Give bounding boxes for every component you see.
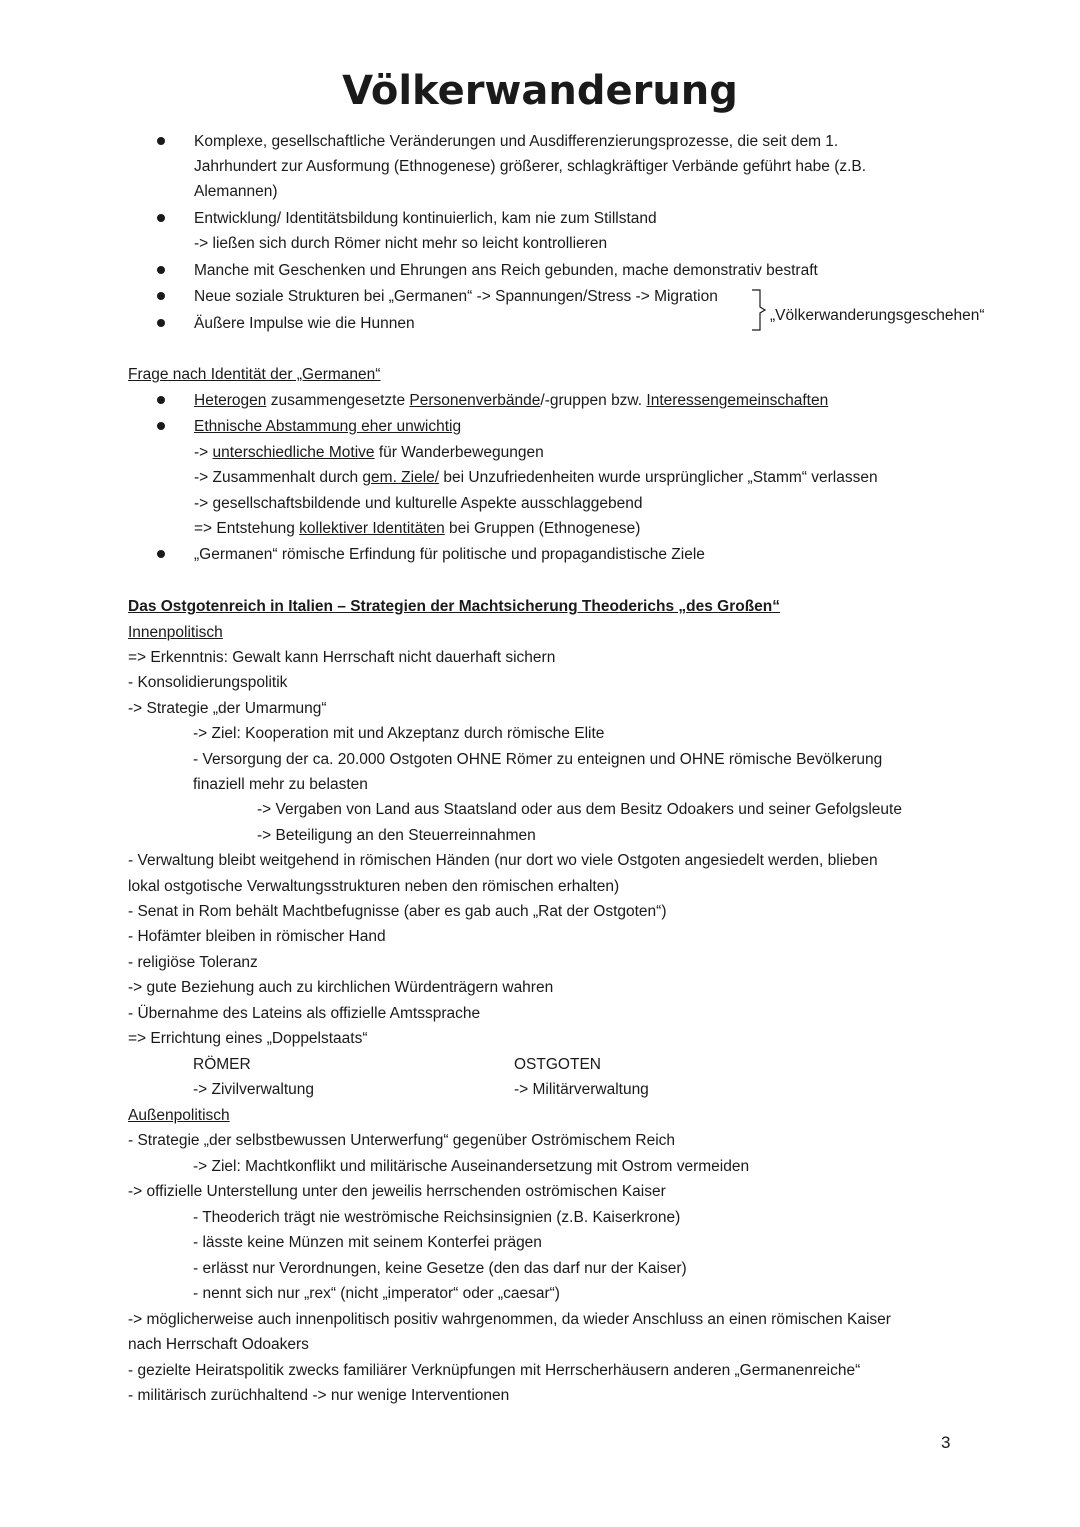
doppelstaat-col1-head: RÖMER [193, 1056, 251, 1073]
text-line: Manche mit Geschenken und Ehrungen ans Reich gebunden, mache demonstrativ bestraft [194, 262, 818, 279]
subsection-heading: Innenpolitisch [128, 624, 223, 641]
text-line: - Hofämter bleiben in römischer Hand [128, 928, 386, 945]
text-line: „Germanen“ römische Erfindung für politische und propagandistische Ziele [194, 546, 705, 563]
page-number: 3 [941, 1433, 951, 1452]
text-line: -> möglicherweise auch innenpolitisch positiv wahrgenommen, da wieder Anschluss an einen römischen Kaiser [128, 1311, 891, 1328]
text-line: -> Ziel: Machtkonflikt und militärische Auseinandersetzung mit Ostrom vermeiden [193, 1158, 750, 1175]
bullet-dot [157, 550, 165, 558]
text-line: - gezielte Heiratspolitik zwecks familiärer Verknüpfungen mit Herrscherhäusern anderen „Germanenreiche“ [128, 1362, 861, 1379]
bullet-dot [157, 292, 165, 300]
text-line: Komplexe, gesellschaftliche Veränderungen und Ausdifferenzierungsprozesse, die seit dem 1. [194, 133, 839, 150]
bullet-dot [157, 396, 165, 404]
text-line: => Entstehung kollektiver Identitäten bei Gruppen (Ethnogenese) [194, 520, 641, 537]
text-line: -> offizielle Unterstellung unter den jeweilis herrschenden oströmischen Kaiser [128, 1183, 666, 1200]
bullet-dot [157, 214, 165, 222]
text-line: -> Zusammenhalt durch gem. Ziele/ bei Unzufriedenheiten wurde ursprünglicher „Stamm“ verlassen [194, 469, 878, 486]
bullet-dot [157, 319, 165, 327]
text-line: Entwicklung/ Identitätsbildung kontinuierlich, kam nie zum Stillstand [194, 210, 657, 227]
text-line: lokal ostgotische Verwaltungsstrukturen neben den römischen erhalten) [128, 878, 620, 895]
text-line: finaziell mehr zu belasten [193, 776, 368, 793]
text-line: - Senat in Rom behält Machtbefugnisse (aber es gab auch „Rat der Ostgoten“) [128, 903, 667, 920]
text-line: Neue soziale Strukturen bei „Germanen“ -> Spannungen/Stress -> Migration [194, 288, 718, 305]
text-line: - militärisch zurüchhaltend -> nur wenige Interventionen [128, 1387, 510, 1404]
doppelstaat-col1-val: -> Zivilverwaltung [193, 1081, 315, 1098]
text-line: - Verwaltung bleibt weitgehend in römischen Händen (nur dort wo viele Ostgoten angesiedelt werden, blieben [128, 852, 878, 869]
doppelstaat-col2-val: -> Militärverwaltung [514, 1081, 649, 1098]
section-heading: Frage nach Identität der „Germanen“ [128, 366, 381, 383]
text-line: - lässte keine Münzen mit seinem Konterfei prägen [193, 1234, 542, 1251]
bullet-dot [157, 137, 165, 145]
text-line: - Konsolidierungspolitik [128, 674, 288, 691]
text-line: Alemannen) [194, 183, 278, 200]
text-line: - Strategie „der selbstbewussen Unterwerfung“ gegenüber Oströmischem Reich [128, 1132, 676, 1149]
bullet-dot [157, 422, 165, 430]
text-line: Jahrhundert zur Ausformung (Ethnogenese) größerer, schlagkräftiger Verbände geführt habe (z.B. [194, 158, 867, 175]
text-line: - Versorgung der ca. 20.000 Ostgoten OHNE Römer zu enteignen und OHNE römische Bevölkerung [193, 751, 883, 768]
doppelstaat-col2-head: OSTGOTEN [514, 1056, 601, 1073]
text-line: -> Beteiligung an den Steuerreinnahmen [257, 827, 536, 844]
text-line: -> Vergaben von Land aus Staatsland oder aus dem Besitz Odoakers und seiner Gefolgsleute [257, 801, 902, 818]
text-line: -> gesellschaftsbildende und kulturelle Aspekte ausschlaggebend [194, 495, 643, 512]
text-line: nach Herrschaft Odoakers [128, 1336, 309, 1353]
text-line: Heterogen zusammengesetzte Personenverbände/-gruppen bzw. Interessengemeinschaften [194, 392, 829, 409]
text-line: - erlässt nur Verordnungen, keine Gesetze (den das darf nur der Kaiser) [193, 1260, 687, 1277]
subsection-heading: Außenpolitisch [128, 1107, 230, 1124]
text-line: -> Ziel: Kooperation mit und Akzeptanz durch römische Elite [193, 725, 605, 742]
text-line: -> ließen sich durch Römer nicht mehr so leicht kontrollieren [194, 235, 608, 252]
curly-brace-icon [751, 289, 767, 331]
text-line: - Übernahme des Lateins als offizielle Amtssprache [128, 1005, 481, 1022]
text-line: - religiöse Toleranz [128, 954, 258, 971]
brace-label: „Völkerwanderungsgeschehen“ [770, 307, 985, 324]
text-line: -> unterschiedliche Motive für Wanderbewegungen [194, 444, 544, 461]
section-heading: Das Ostgotenreich in Italien – Strategien der Machtsicherung Theoderichs „des Großen“ [128, 598, 781, 615]
text-line: => Erkenntnis: Gewalt kann Herrschaft nicht dauerhaft sichern [128, 649, 556, 666]
text-line: - Theoderich trägt nie weströmische Reichsinsignien (z.B. Kaiserkrone) [193, 1209, 681, 1226]
bullet-dot [157, 266, 165, 274]
text-line: - nennt sich nur „rex“ (nicht „imperator“ oder „caesar“) [193, 1285, 560, 1302]
text-line: Äußere Impulse wie die Hunnen [194, 315, 415, 332]
page-title: Völkerwanderung [342, 68, 738, 114]
text-line: -> Strategie „der Umarmung“ [128, 700, 327, 717]
text-line: Ethnische Abstammung eher unwichtig [194, 418, 462, 435]
text-line: => Errichtung eines „Doppelstaats“ [128, 1030, 368, 1047]
text-line: -> gute Beziehung auch zu kirchlichen Würdenträgern wahren [128, 979, 554, 996]
